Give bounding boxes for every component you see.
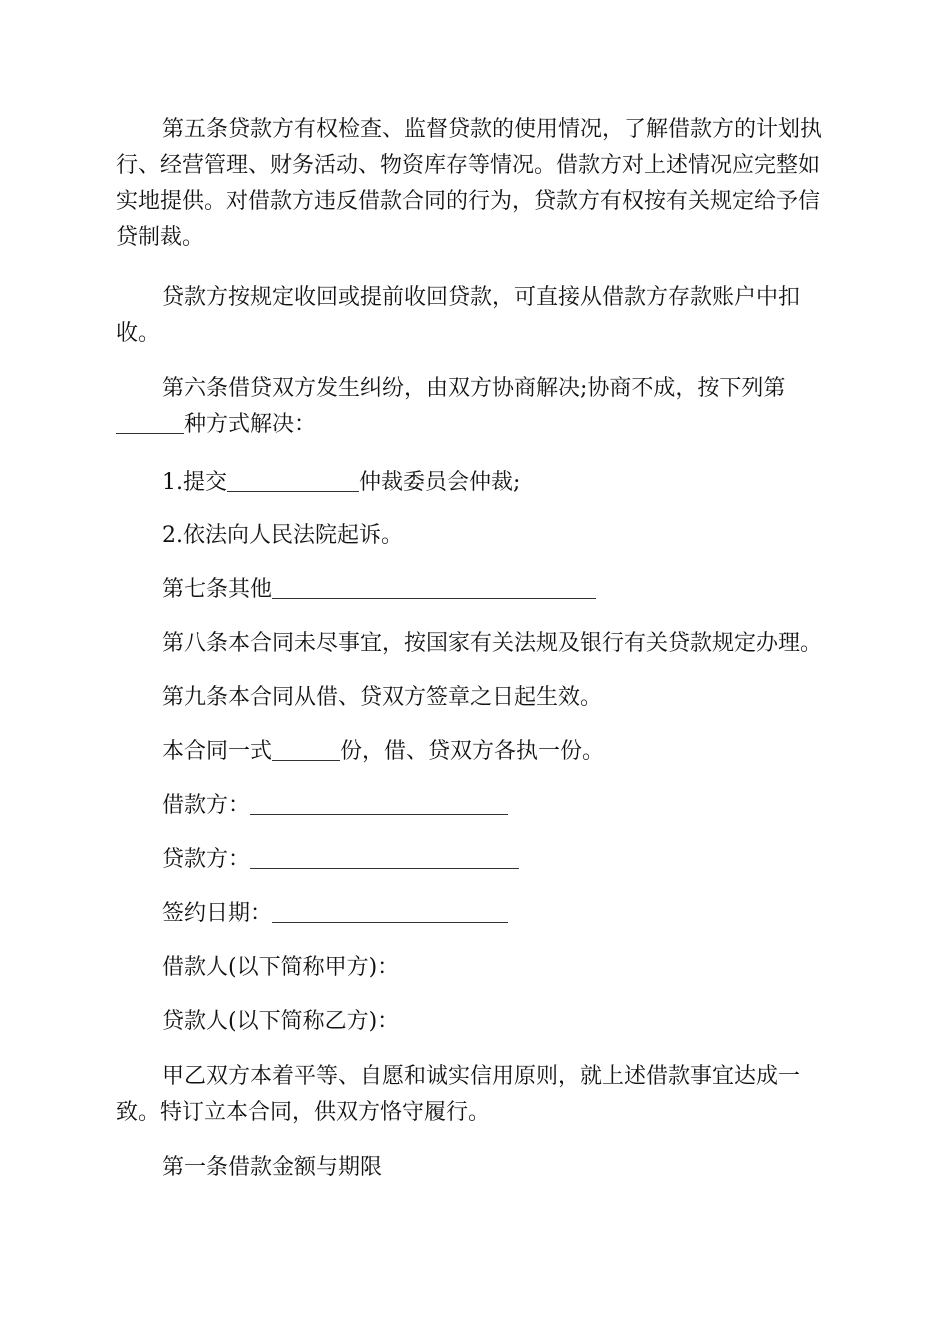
- option-1-suffix: 仲裁委员会仲裁;: [359, 470, 521, 495]
- lender-blank: [250, 846, 519, 869]
- borrower-blank: [250, 792, 508, 815]
- article-6-text: 第六条借贷双方发生纠纷，由双方协商解决;协商不成，按下列第: [162, 376, 786, 401]
- option-1-line: [162, 465, 882, 501]
- article-5-paragraph-1: 第五条贷款方有权检查、监督贷款的使用情况，了解借款方的计划执行、经营管理、财务活动、物资库存等情况。借款方对上述情况应完整如实地提供。对借款方违反借款合同的行为，贷款方有权按有关规定给予信贷制裁。: [116, 117, 823, 250]
- copies-line: [162, 734, 882, 770]
- article-5-paragraph-2: 贷款方按规定收回或提前收回贷款，可直接从借款方存款账户中扣收。: [116, 285, 801, 346]
- signing-date-line: [162, 896, 882, 932]
- signing-date-blank: [272, 900, 508, 923]
- article-1-title: 第一条借款金额与期限: [162, 1155, 383, 1180]
- article-7-line: [162, 572, 882, 608]
- other-terms-blank: [272, 576, 596, 599]
- dispute-method-blank: [116, 411, 184, 434]
- lender-signature-line: [162, 842, 882, 878]
- article-6-paragraph: [116, 371, 836, 443]
- copies-prefix: 本合同一式: [162, 739, 273, 764]
- borrower-signature-line: [162, 788, 882, 824]
- copies-count-blank: [272, 738, 340, 761]
- article-6-suffix: 种方式解决：: [184, 412, 317, 437]
- party-a-line: 借款人(以下简称甲方)：: [162, 955, 400, 980]
- option-1-prefix: 1.提交: [162, 470, 227, 495]
- lender-label: 贷款方：: [162, 847, 251, 872]
- copies-suffix: 份，借、贷双方各执一份。: [340, 739, 605, 764]
- preamble-paragraph: 甲乙双方本着平等、自愿和诚实信用原则，就上述借款事宜达成一致。特订立本合同，供双方恪守履行。: [116, 1064, 801, 1125]
- arbitration-committee-blank: [227, 469, 359, 492]
- option-2-line: 2.依法向人民法院起诉。: [162, 523, 403, 548]
- article-7-prefix: 第七条其他: [162, 577, 273, 602]
- party-b-line: 贷款人(以下简称乙方)：: [162, 1009, 400, 1034]
- article-9-line: 第九条本合同从借、贷双方签章之日起生效。: [162, 685, 603, 710]
- article-8-line: 第八条本合同未尽事宜，按国家有关法规及银行有关贷款规定办理。: [162, 631, 823, 656]
- signing-date-label: 签约日期：: [162, 901, 273, 926]
- borrower-label: 借款方：: [162, 793, 251, 818]
